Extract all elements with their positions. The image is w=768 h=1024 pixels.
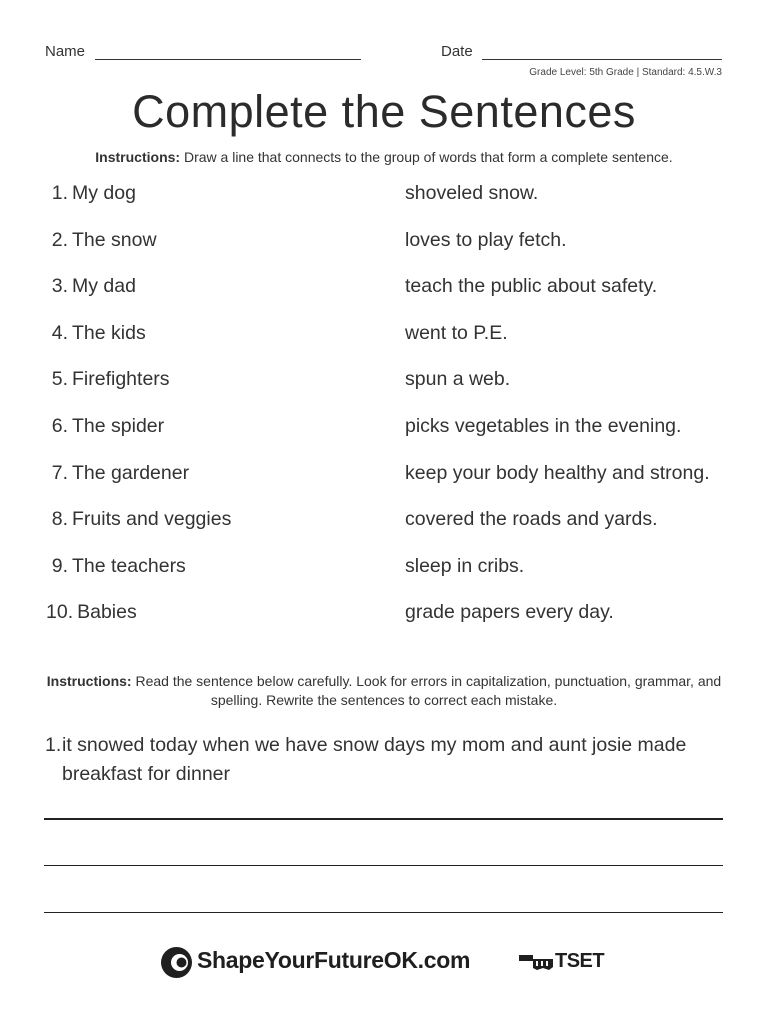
sentence-number: 1. (45, 734, 62, 756)
instructions-text: Read the sentence below carefully. Look for errors in capitalization, punctuation, grammar, and spelling. Rewrite the sentences to correct each mistake. (131, 673, 722, 708)
item-number: 6. (51, 414, 68, 437)
item-number: 4. (51, 321, 68, 344)
subject-text: The teachers (72, 554, 186, 577)
site-name: ShapeYourFutureOK.com (197, 947, 471, 973)
instructions-matching (0, 149, 768, 165)
sentence-subject[interactable] (46, 368, 170, 391)
match-row (0, 229, 768, 276)
matching-list (0, 182, 768, 648)
date-label: Date (441, 43, 473, 60)
circle-swoosh-icon (160, 946, 193, 979)
subject-text: My dog (72, 182, 136, 204)
subject-text: Firefighters (72, 368, 170, 391)
item-number: 5. (51, 368, 68, 391)
subject-text: The spider (72, 414, 165, 437)
footer (0, 944, 768, 984)
sentence-subject[interactable] (46, 462, 189, 485)
grade-level-info: Grade Level: 5th Grade | Standard: 4.5.W.3 (529, 67, 722, 78)
instructions-label: Instructions: (95, 149, 181, 165)
sentence-subject[interactable] (46, 322, 146, 345)
answer-line[interactable] (44, 818, 723, 820)
sentence-predicate[interactable]: picks vegetables in the evening. (405, 414, 682, 437)
subject-text: My dad (72, 275, 136, 298)
partner-name: TSET (555, 950, 605, 972)
item-number: 9. (51, 554, 68, 577)
sentence-subject[interactable] (46, 555, 186, 578)
sentence-text: it snowed today when we have snow days my mom and aunt josie made breakfast for dinner (62, 734, 687, 785)
date-field-line[interactable] (482, 59, 722, 60)
instructions-label: Instructions: (46, 673, 132, 689)
match-row (0, 275, 768, 322)
match-row (0, 322, 768, 369)
page-title: Complete the Sentences (132, 86, 636, 137)
subject-text: The kids (72, 321, 146, 344)
item-number: 7. (51, 461, 68, 484)
sentence-predicate[interactable]: sleep in cribs. (405, 554, 525, 577)
item-number: 1. (51, 182, 68, 204)
sentence-subject[interactable] (46, 415, 164, 438)
sentence-subject[interactable] (46, 182, 136, 205)
sentence-predicate[interactable]: shoveled snow. (405, 182, 539, 204)
answer-line[interactable] (44, 912, 723, 913)
subject-text: Fruits and veggies (72, 508, 232, 531)
sentence-subject[interactable] (46, 229, 157, 252)
match-row (0, 415, 768, 462)
sentence-predicate[interactable]: spun a web. (405, 368, 511, 391)
subject-text: The snow (72, 228, 157, 251)
instructions-rewrite (40, 672, 728, 710)
sentence-subject[interactable] (46, 601, 137, 624)
sentence-predicate[interactable]: loves to play fetch. (405, 228, 567, 251)
subject-text: The gardener (72, 461, 190, 484)
item-number: 10. (46, 601, 74, 624)
match-row (0, 368, 768, 415)
sentence-predicate[interactable]: went to P.E. (405, 321, 508, 344)
oklahoma-flag-icon (519, 953, 553, 971)
rewrite-sentence (45, 731, 725, 789)
name-field-line[interactable] (95, 59, 361, 60)
match-row (0, 462, 768, 509)
answer-line[interactable] (44, 865, 723, 866)
match-row (0, 601, 768, 648)
item-number: 3. (51, 275, 68, 298)
sentence-subject[interactable] (46, 508, 231, 531)
sentence-predicate[interactable]: keep your body healthy and strong. (405, 461, 710, 484)
name-label: Name (45, 43, 86, 60)
match-row (0, 555, 768, 602)
item-number: 8. (51, 508, 68, 531)
sentence-predicate[interactable]: teach the public about safety. (405, 275, 658, 298)
sentence-subject[interactable] (46, 275, 136, 298)
header-row (45, 43, 722, 63)
instructions-text: Draw a line that connects to the group of words that form a complete sentence. (180, 149, 673, 165)
sentence-predicate[interactable]: covered the roads and yards. (405, 508, 658, 531)
match-row (0, 508, 768, 555)
subject-text: Babies (77, 601, 137, 624)
match-row (0, 182, 768, 229)
sentence-predicate[interactable]: grade papers every day. (405, 601, 614, 624)
item-number: 2. (51, 228, 68, 251)
